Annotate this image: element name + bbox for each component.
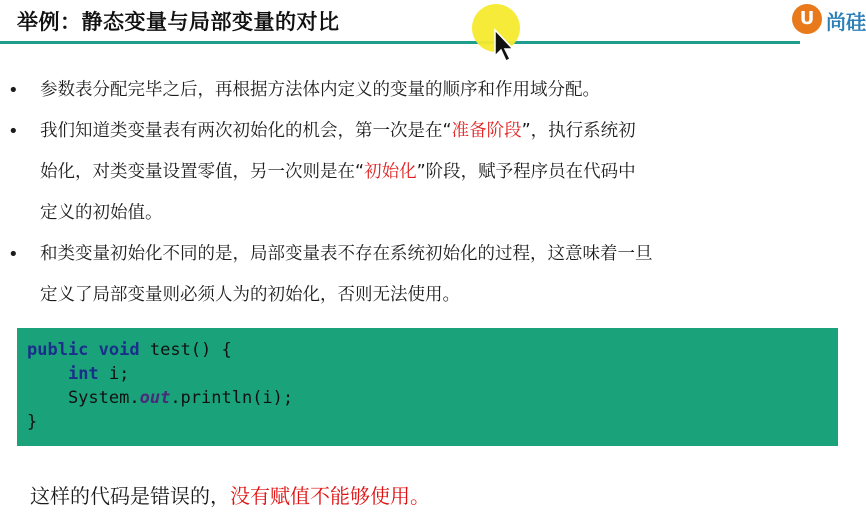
bullet-text: 参数表分配完毕之后，再根据方法体内定义的变量的顺序和作用域分配。 (40, 80, 600, 100)
note-text: 这样的代码是错误的， (30, 484, 230, 508)
text-segment: 我们知道类变量表有两次初始化的机会，第一次是在“ (40, 121, 452, 141)
code-segment: .println(i); (170, 388, 294, 408)
logo-text: 尚硅 (826, 10, 866, 34)
slide-header (0, 0, 866, 44)
conclusion-note (30, 480, 430, 509)
bullet-line (40, 111, 820, 152)
text-segment: ”阶段，赋予程序员在代码中 (416, 162, 636, 182)
code-keyword: public (27, 340, 89, 360)
bullet-marker: • (8, 121, 19, 142)
bullet-text (40, 111, 820, 234)
bullet-line: 定义的初始值。 (40, 203, 163, 223)
title-underline (0, 41, 800, 44)
text-segment: 始化，对类变量设置零值，另一次则是在“ (40, 162, 365, 182)
code-keyword: int (67, 364, 99, 384)
note-highlight: 没有赋值不能够使用。 (230, 484, 430, 508)
bullet-line (40, 152, 820, 193)
code-segment: System. (27, 388, 140, 408)
bullet-line: 和类变量初始化不同的是，局部变量表不存在系统初始化的过程，这意味着一旦 (40, 244, 653, 264)
bullet-marker: • (8, 244, 19, 265)
mouse-pointer-icon (493, 28, 517, 64)
text-segment: ”，执行系统初 (521, 121, 636, 141)
code-block (17, 328, 838, 446)
code-segment: i; (98, 364, 130, 384)
bullet-line: 定义了局部变量则必须人为的初始化，否则无法使用。 (40, 285, 460, 305)
code-text (27, 338, 293, 434)
logo-mark: U (792, 4, 822, 34)
code-keyword: void (98, 340, 140, 360)
highlight-term: 初始化 (364, 162, 417, 182)
code-segment: test() { (139, 340, 232, 360)
highlight-term: 准备阶段 (451, 121, 522, 141)
code-indent (27, 364, 68, 384)
slide-title: 举例：静态变量与局部变量的对比 (17, 10, 340, 34)
code-field: out (139, 388, 171, 408)
bullet-marker: • (8, 80, 19, 101)
bullet-text (40, 234, 820, 316)
code-segment: } (27, 412, 38, 432)
